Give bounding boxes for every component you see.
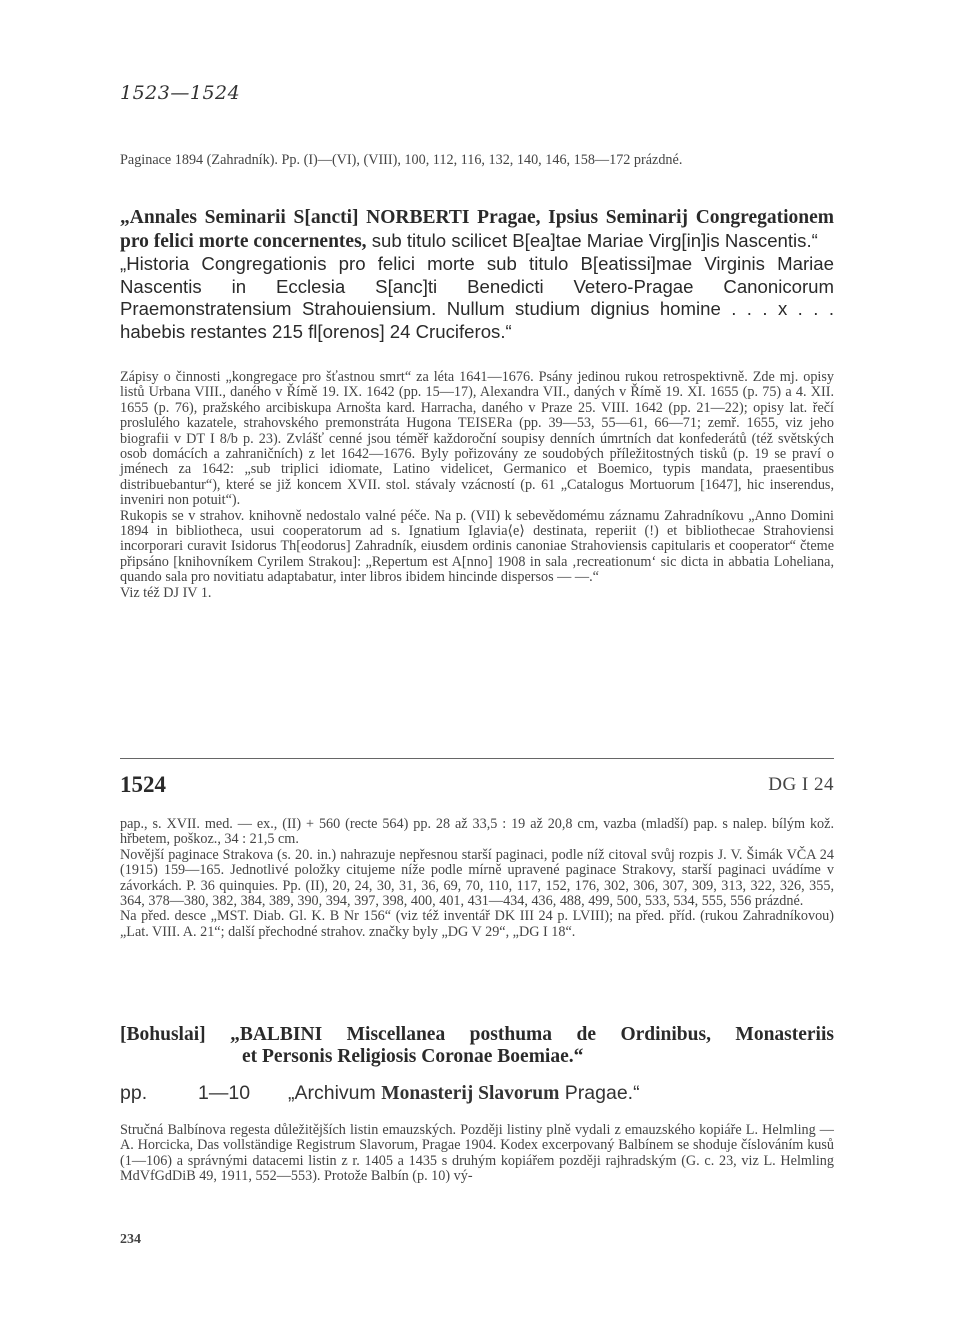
- shelf-signature: DG I 24: [768, 774, 834, 795]
- pagination-note-text: Paginace 1894 (Zahradník). Pp. (I)—(VI), (VIII), 100, 112, 116, 132, 140, 146, 158—172 prázdné.: [120, 152, 683, 168]
- entry-title-rest: sub titulo scilicet B[ea]tae Mariae Virg[in]is Nascentis.“: [366, 229, 818, 251]
- historia-title: „Historia Congregationis pro felici morte sub titulo B[eatissi]mae Virginis Mariae Nascentis in Ecclesia S[anc]ti Benedicti Vetero-Pragae Canonicorum Praemonstratensium Strahouiensium. Nullum studium dignius homine . . . x . . . habebis restantes 215 fl[orenos] 24 Cruciferos.“: [120, 253, 834, 342]
- pagination-description: Novější paginace Strakova (s. 20. in.) nahrazuje nepřesnou starší paginaci, podle níž citoval svůj rozpis J. V. Šimák VČA 24 (1915) 159—165. Jednotlivé položky citujeme níže podle mírně upravené paginace Strakovy, starší paginaci uvádíme v závorkách. P. 36 quinquies. Pp. (II), 20, 24, 30, 31, 36, 69, 70, 110, 117, 152, 176, 302, 306, 307, 309, 313, 322, 326, 355, 364, 378—380, 382, 384, 389, 390, 394, 397, 398, 400, 401, 431—434, 436, 488, 499, 500, 533, 534, 555, 556 prázdné.: [120, 846, 834, 910]
- page-number: 234: [120, 1232, 141, 1247]
- item-title-post: Pragae.“: [559, 1082, 640, 1104]
- item-title-bold: Monasterij Slavorum: [381, 1083, 560, 1104]
- item-page-range: 1—10: [198, 1082, 251, 1104]
- see-also: Viz též DJ IV 1.: [120, 584, 212, 601]
- entry-number: 1524: [120, 772, 166, 797]
- work-title-line-2: et Personis Religiosis Coronae Boemiae.“: [242, 1046, 584, 1067]
- entry-title-block: [120, 206, 834, 343]
- cover-notes: Na před. desce „MST. Diab. Gl. K. B Nr 156“ (viz též inventář DK III 24 p. LVIII); na před. příd. (rukou Zahradníkovou) „Lat. VIII. A. 21“; další přechodné strahov. značky byly „DG V 29“, „DG I 18“.: [120, 908, 834, 940]
- running-head: 1523—1524: [120, 82, 241, 104]
- item-description: [120, 1123, 834, 1185]
- item-pp-label: pp.: [120, 1082, 148, 1104]
- item-heading: [120, 1082, 834, 1105]
- work-title: [120, 1024, 834, 1068]
- description-block: [120, 370, 834, 601]
- entry-title-bold: „Annales Seminarii S[ancti] NORBERTI Pragae, Ipsius Seminarij Congregationem pro felici morte concernentes,: [120, 207, 834, 252]
- rukopis-paragraph: Rukopis se v strahov. knihovně nedostalo valné péče. Na p. (VII) k sebevědomému záznamu Zahradníkovu „Anno Domini 1894 in bibliotheca, usui cooperatorum ad s. Ignatium Iglavia⟨e⟩ destinata, reperiit (!) et bibliothecae Strahoviensi incorporari curavit Isidorus Th[eodorus] Zahradník, eiusdem ordinis canoniae Strahoviensis capitularis et cooperator“ čteme připsáno [knihovníkem Cyrilem Strakou]: „Repertum est A[nno] 1908 in sala ‚recreationum‘ sic dicta in abbatia Loheliana, quando sala pro novitiatu adaptabatur, inter libros ibidem hincinde dispersos — —.“: [120, 507, 834, 586]
- item-title-pre: „Archivum: [288, 1082, 382, 1104]
- physical-description: pap., s. XVII. med. — ex., (II) + 560 (recte 564) pp. 28 až 33,5 : 19 až 20,8 cm, vazba (mladší) pap. s nalep. bílým kož. hřbetem, poškoz., 34 : 21,5 cm.: [120, 816, 834, 848]
- codex-description: [120, 817, 834, 940]
- section-divider: [120, 758, 834, 759]
- zapisy-paragraph: Zápisy o činnosti „kongregace pro šťastnou smrt“ za léta 1641—1676. Psány jedinou rukou retrospektivně. Zde mj. opisy listů Urbana VIII., daného v Římě 19. IX. 1642 (pp. 15—17), Alexandra VII., daných v Římě 19. XI. 1655 (p. 75) a 4. XII. 1655 (p. 76), pražského arcibiskupa Arnošta kard. Harracha, daného v Praze 25. VIII. 1642 (pp. 21—22); opisy lat. řečí proslulého kazatele, strahovského premonstráta Hugona TEISERa (pp. 39—53, 55—61, 66—71; zemř. 1655, viz jeho biografii v DT I 8/b p. 23). Zvlášť cenné jsou téměř každoroční soupisy denních úmrtních dat konfederátů (též světských osob domácích a zahraničních) z let 1642—1676. Byly pořizovány ze soudobých příležitostných tisků (p. 19 se praví o jménech za 1642: „sub triplici idiomate, Latino videlicet, Germanico et Boemico, typis mandata, praesentibus distribuebantur“), které se již koncem XVII. stol. stávaly vzácností (p. 61 „Catalogus Mortuorum [1647], hic inserendus, inveniri non potuit“).: [120, 369, 834, 509]
- pagination-note: [120, 153, 834, 168]
- item-description-text: Stručná Balbínova regesta důležitějších listin emauzských. Později listiny plně vydali z emauzského kopiáře L. Helmling — A. Horcicka, Das vollständige Registrum Slavorum, Pragae 1904. Kodex excerpovaný Balbínem se shoduje číslováním kusů (1—106) a správnými datacemi listin z r. 1405 a 1435 s druhým kopiářem později rajhradským (G. c. 23, viz L. Helmling MdVfGdDiB 49, 1911, 552—553). Protože Balbín (p. 10) vý-: [120, 1122, 834, 1185]
- work-title-line-1: [Bohuslai] „BALBINI Miscellanea posthuma de Ordinibus, Monasteriis: [120, 1024, 834, 1045]
- entry-title: [120, 206, 834, 253]
